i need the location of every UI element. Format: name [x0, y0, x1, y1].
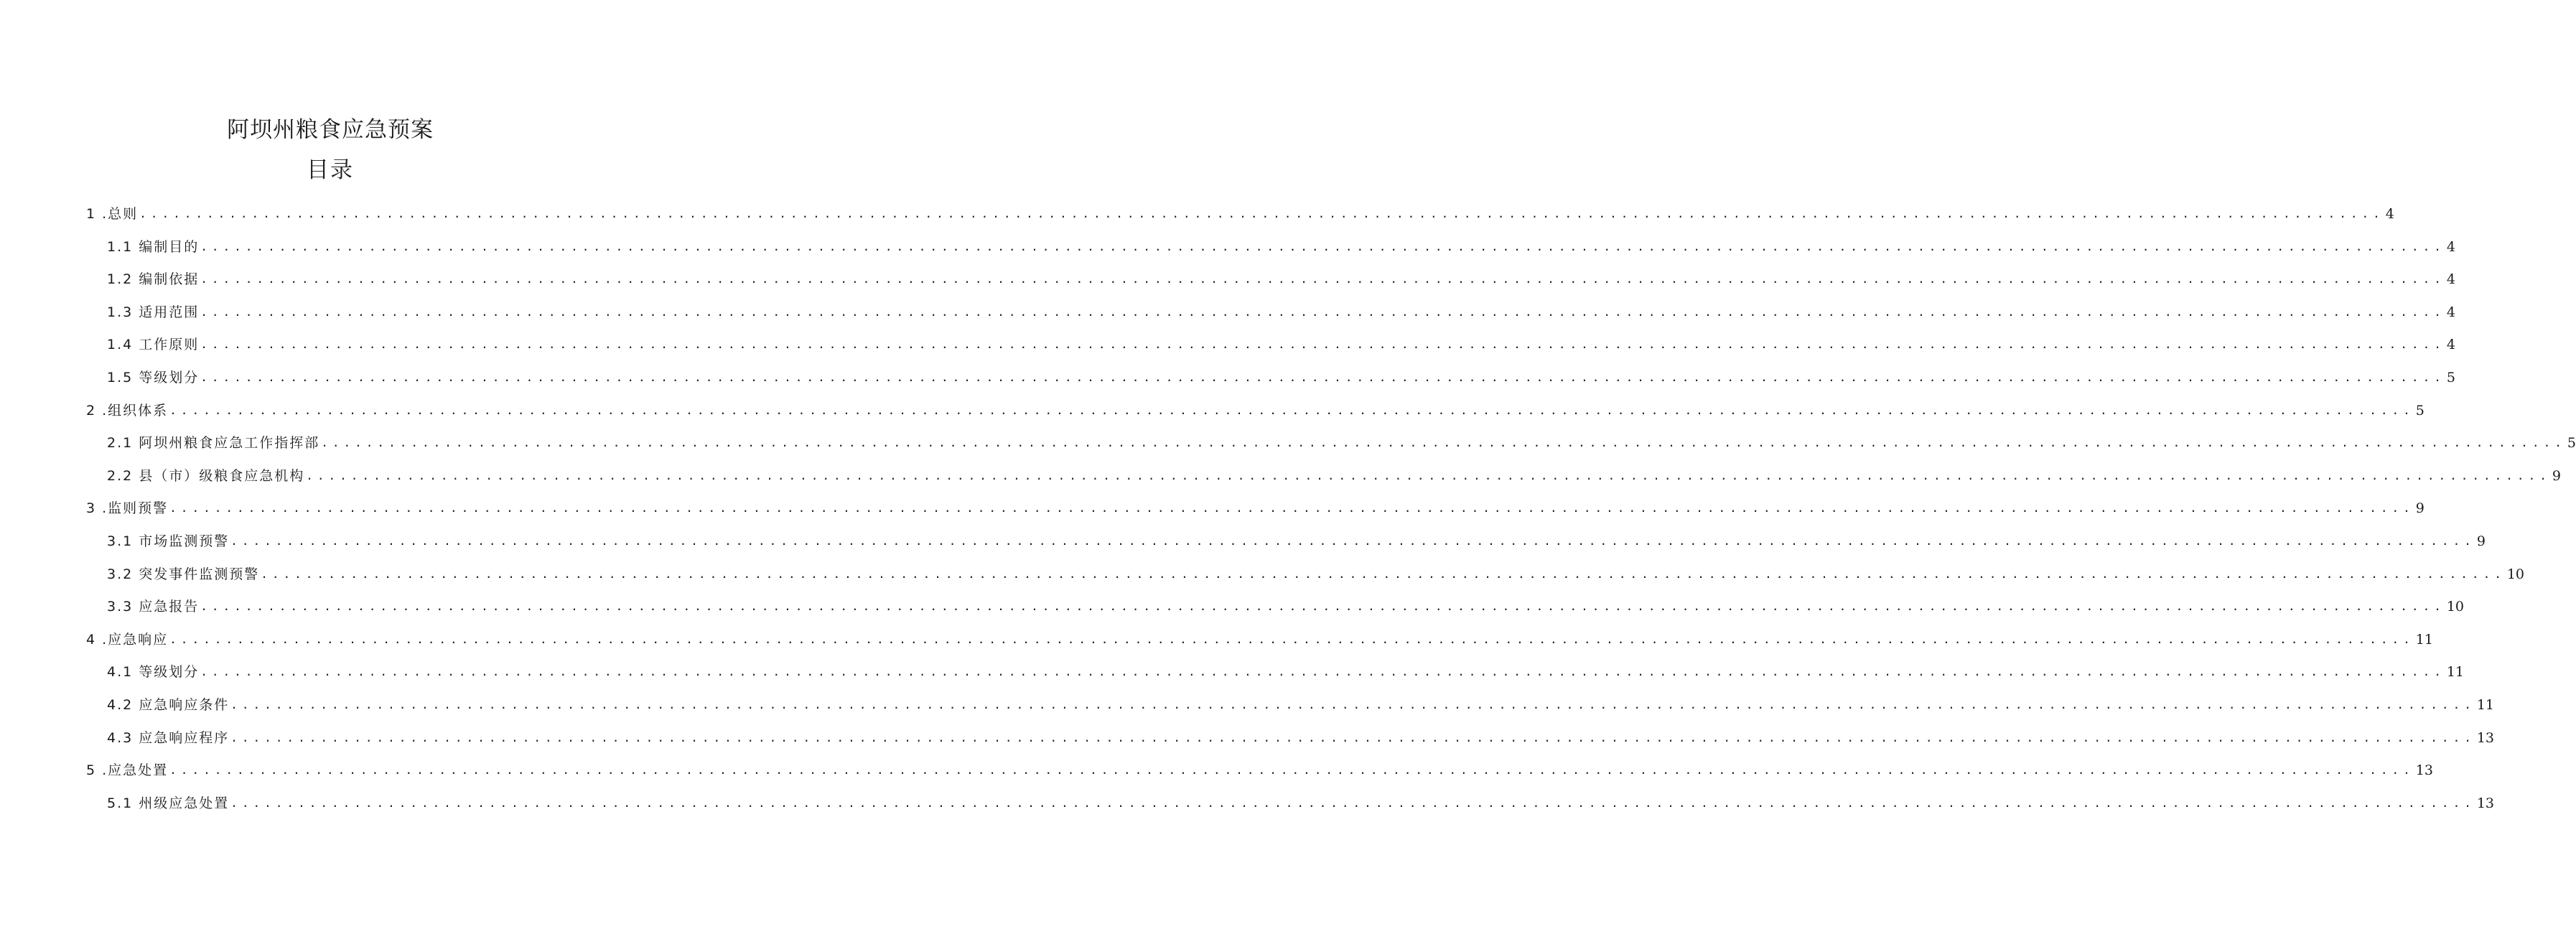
toc-dot-leader: ........................................................................................................................................................................................................	[200, 665, 2445, 679]
toc-entry[interactable]	[107, 433, 2576, 453]
toc-dot-leader: ........................................................................................................................................................................................................	[139, 207, 2384, 220]
toc-page-number: 10	[2446, 599, 2465, 615]
toc-page-number: 11	[2446, 664, 2465, 681]
toc-dot-leader: ........................................................................................................................................................................................................	[321, 436, 2566, 450]
toc-entry[interactable]	[107, 531, 2486, 551]
toc-heading: 目录	[307, 157, 354, 183]
toc-dot-leader: ........................................................................................................................................................................................................	[200, 304, 2445, 319]
toc-entry-title: 3.2 突发事件监测预警	[107, 566, 260, 582]
toc-dot-leader: ........................................................................................................................................................................................................	[261, 566, 2506, 581]
toc-dot-leader: ........................................................................................................................................................................................................	[200, 337, 2445, 352]
toc-entry[interactable]	[86, 630, 2433, 650]
toc-entry[interactable]	[107, 564, 2525, 584]
toc-dot-leader: ........................................................................................................................................................................................................	[200, 599, 2445, 614]
toc-entry-title: 1 .总则	[86, 206, 139, 222]
toc-dot-leader: ........................................................................................................................................................................................................	[200, 272, 2445, 286]
toc-dot-leader: ........................................................................................................................................................................................................	[230, 795, 2475, 810]
toc-entry-title: 1.2 编制依据	[107, 271, 200, 288]
toc-page-number: 5	[2446, 370, 2455, 386]
toc-dot-leader: ........................................................................................................................................................................................................	[169, 501, 2414, 515]
toc-entry[interactable]	[86, 760, 2433, 780]
toc-page-number: 13	[2476, 795, 2495, 811]
toc-entry[interactable]	[86, 401, 2425, 421]
toc-page-number: 4	[2446, 337, 2455, 353]
toc-dot-leader: ........................................................................................................................................................................................................	[169, 763, 2414, 777]
toc-page-number: 4	[2446, 238, 2455, 255]
toc-page-number: 9	[2415, 500, 2425, 517]
toc-dot-leader: ........................................................................................................................................................................................................	[200, 370, 2445, 384]
toc-entry-title: 5.1 州级应急处置	[107, 795, 230, 811]
toc-entry-title: 4.3 应急响应程序	[107, 729, 230, 746]
toc-page-number: 13	[2476, 729, 2495, 746]
toc-page-number: 9	[2476, 533, 2486, 549]
toc-dot-leader: ........................................................................................................................................................................................................	[200, 239, 2445, 253]
toc-page-number: 13	[2415, 762, 2433, 779]
toc-entry-title: 3.3 应急报告	[107, 599, 200, 615]
toc-dot-leader: ........................................................................................................................................................................................................	[230, 698, 2475, 711]
toc-page-number: 4	[2446, 304, 2455, 320]
toc-entry-title: 1.3 适用范围	[107, 304, 200, 320]
toc-page-number: 5	[2567, 435, 2576, 452]
toc-dot-leader: ........................................................................................................................................................................................................	[169, 403, 2414, 417]
toc-entry-title: 2 .组织体系	[86, 402, 169, 419]
toc-page-number: 10	[2506, 566, 2525, 582]
toc-entry[interactable]	[107, 368, 2455, 388]
toc-entry-title: 1.5 等级划分	[107, 370, 200, 386]
toc-entry[interactable]	[107, 466, 2561, 486]
toc-entry-title: 4.2 应急响应条件	[107, 697, 230, 713]
toc-entry[interactable]	[86, 204, 2394, 224]
toc-page-number: 5	[2415, 402, 2425, 419]
toc-entry-title: 4 .应急响应	[86, 631, 169, 648]
toc-dot-leader: ........................................................................................................................................................................................................	[306, 468, 2551, 482]
toc-entry[interactable]	[107, 728, 2495, 748]
toc-page-number: 9	[2552, 467, 2561, 484]
toc-entry[interactable]	[107, 237, 2455, 257]
toc-entry-title: 2.1 阿坝州粮食应急工作指挥部	[107, 435, 320, 452]
toc-dot-leader: ........................................................................................................................................................................................................	[169, 632, 2414, 646]
toc-page-number: 11	[2415, 631, 2433, 648]
toc-entry-title: 4.1 等级划分	[107, 664, 200, 681]
toc-page-number: 4	[2385, 206, 2394, 222]
toc-entry[interactable]	[107, 335, 2455, 355]
toc-entry[interactable]	[107, 793, 2495, 813]
toc-entry[interactable]	[107, 695, 2495, 715]
toc-entry-title: 3 .监则预警	[86, 500, 169, 517]
toc-entry-title: 3.1 市场监测预警	[107, 533, 230, 549]
toc-entry-title: 1.4 工作原则	[107, 337, 200, 353]
toc-entry[interactable]	[107, 302, 2455, 322]
toc-entry-title: 1.1 编制目的	[107, 238, 200, 255]
toc-page-number: 11	[2476, 697, 2495, 713]
toc-dot-leader: ........................................................................................................................................................................................................	[230, 534, 2475, 548]
document-title: 阿坝州粮食应急预案	[227, 117, 434, 143]
toc-page-number: 4	[2446, 271, 2455, 288]
toc-dot-leader: ........................................................................................................................................................................................................	[230, 730, 2475, 744]
toc-entry[interactable]	[107, 597, 2465, 617]
toc-entry[interactable]	[107, 662, 2465, 682]
toc-entry[interactable]	[86, 498, 2425, 518]
toc-entry-title: 2.2 县（市）级粮食应急机构	[107, 467, 305, 484]
toc-entry-title: 5 .应急处置	[86, 762, 169, 779]
toc-entry[interactable]	[107, 269, 2455, 289]
